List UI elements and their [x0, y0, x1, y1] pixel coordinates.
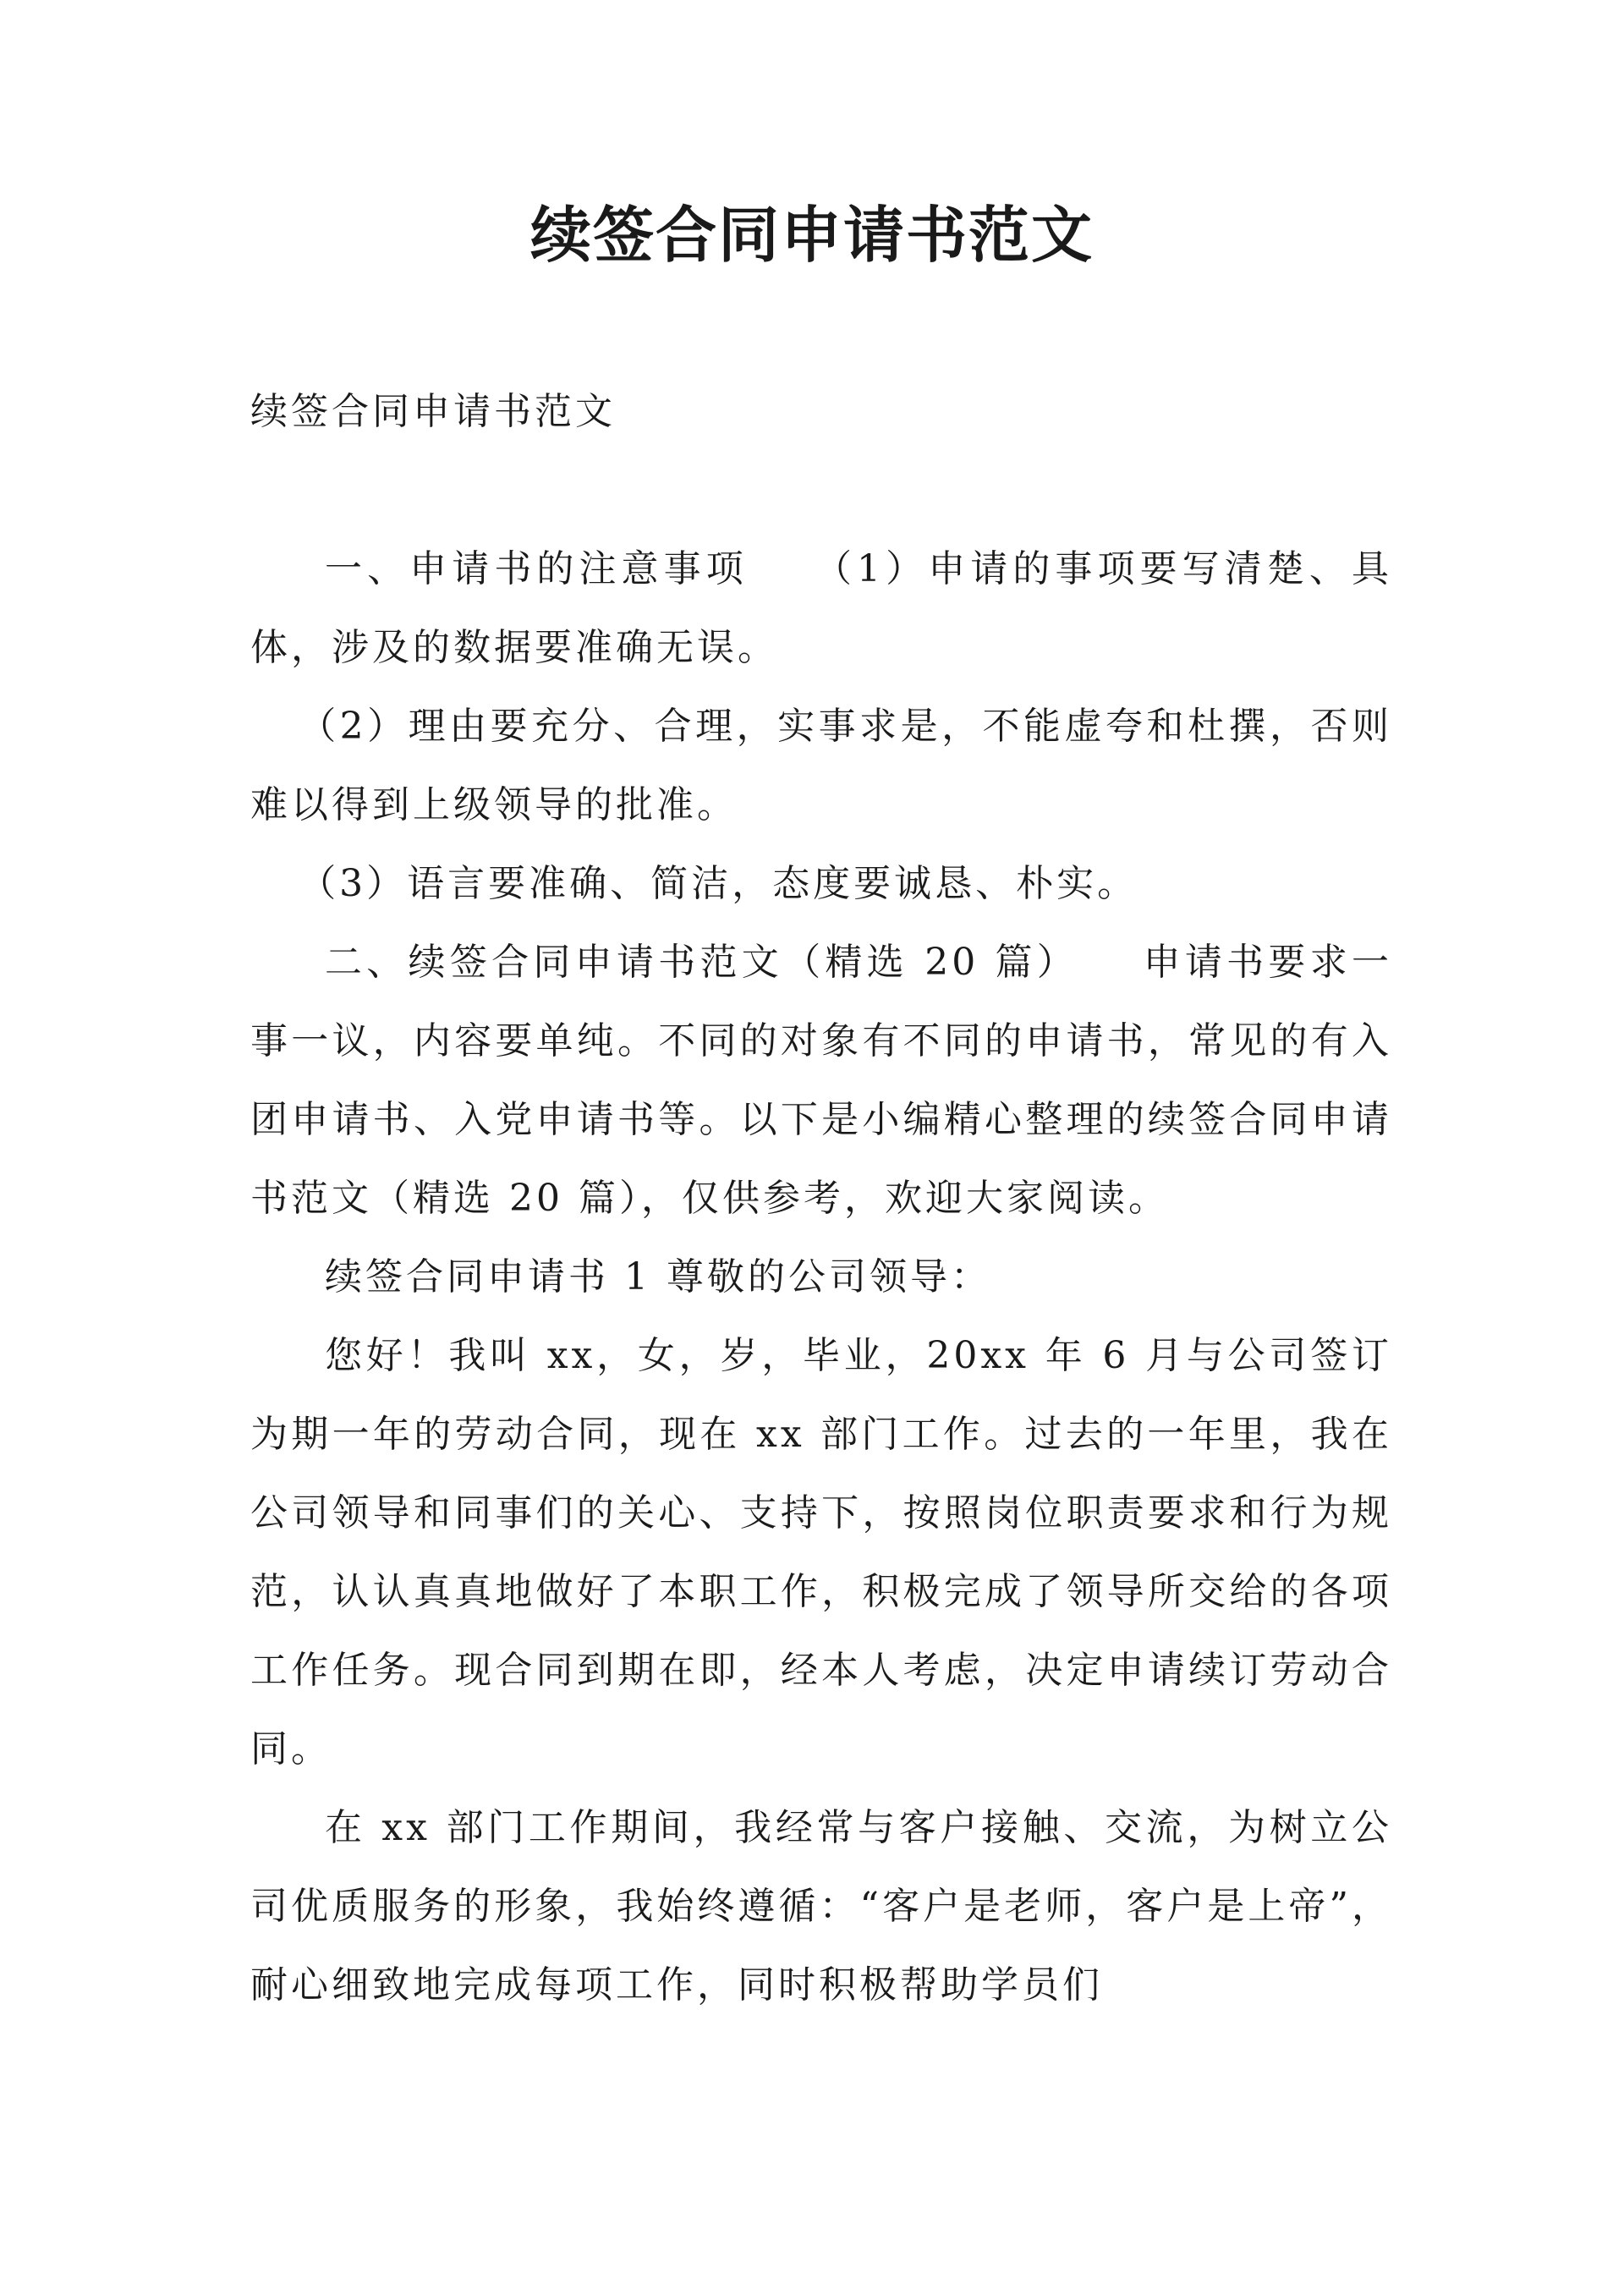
document-title: 续签合同申请书范文: [529, 200, 1094, 271]
paragraph-samples-intro: 二、续签合同申请书范文（精选 20 篇） 申请书要求一事一议，内容要单纯。不同的对象有不同的申请书，常见的有入团申请书、入党申请书等。以下是小编精心整理的续签合同申请书范文（精选 20 篇），仅供参考，欢迎大家阅读。: [250, 941, 1392, 1220]
document-body: [250, 372, 1392, 2024]
paragraph-sample-1-salutation: 续签合同申请书 1 尊敬的公司领导：: [325, 1255, 991, 1298]
paragraph-notes-2: （2）理由要充分、合理，实事求是，不能虚夸和杜撰，否则难以得到上级领导的批准。: [250, 705, 1392, 826]
paragraph-sample-1-body-2: 在 xx 部门工作期间，我经常与客户接触、交流，为树立公司优质服务的形象，我始终遵循：“客户是老师，客户是上帝”，耐心细致地完成每项工作，同时积极帮助学员们: [250, 1806, 1392, 2007]
paragraph-sample-1-body-1: 您好！我叫 xx，女，岁，毕业，20xx 年 6 月与公司签订为期一年的劳动合同，现在 xx 部门工作。过去的一年里，我在公司领导和同事们的关心、支持下，按照岗位职责要求和行为规范，认认真真地做好了本职工作，积极完成了领导所交给的各项工作任务。现合同到期在即，经本人考虑，决定申请续订劳动合同。: [250, 1334, 1392, 1771]
document-subtitle: 续签合同申请书范文: [250, 390, 616, 433]
paragraph-notes-1: 一、申请书的注意事项 （1）申请的事项要写清楚、具体，涉及的数据要准确无误。: [250, 547, 1392, 669]
paragraph-notes-3: （3）语言要准确、简洁，态度要诚恳、朴实。: [299, 862, 1138, 905]
